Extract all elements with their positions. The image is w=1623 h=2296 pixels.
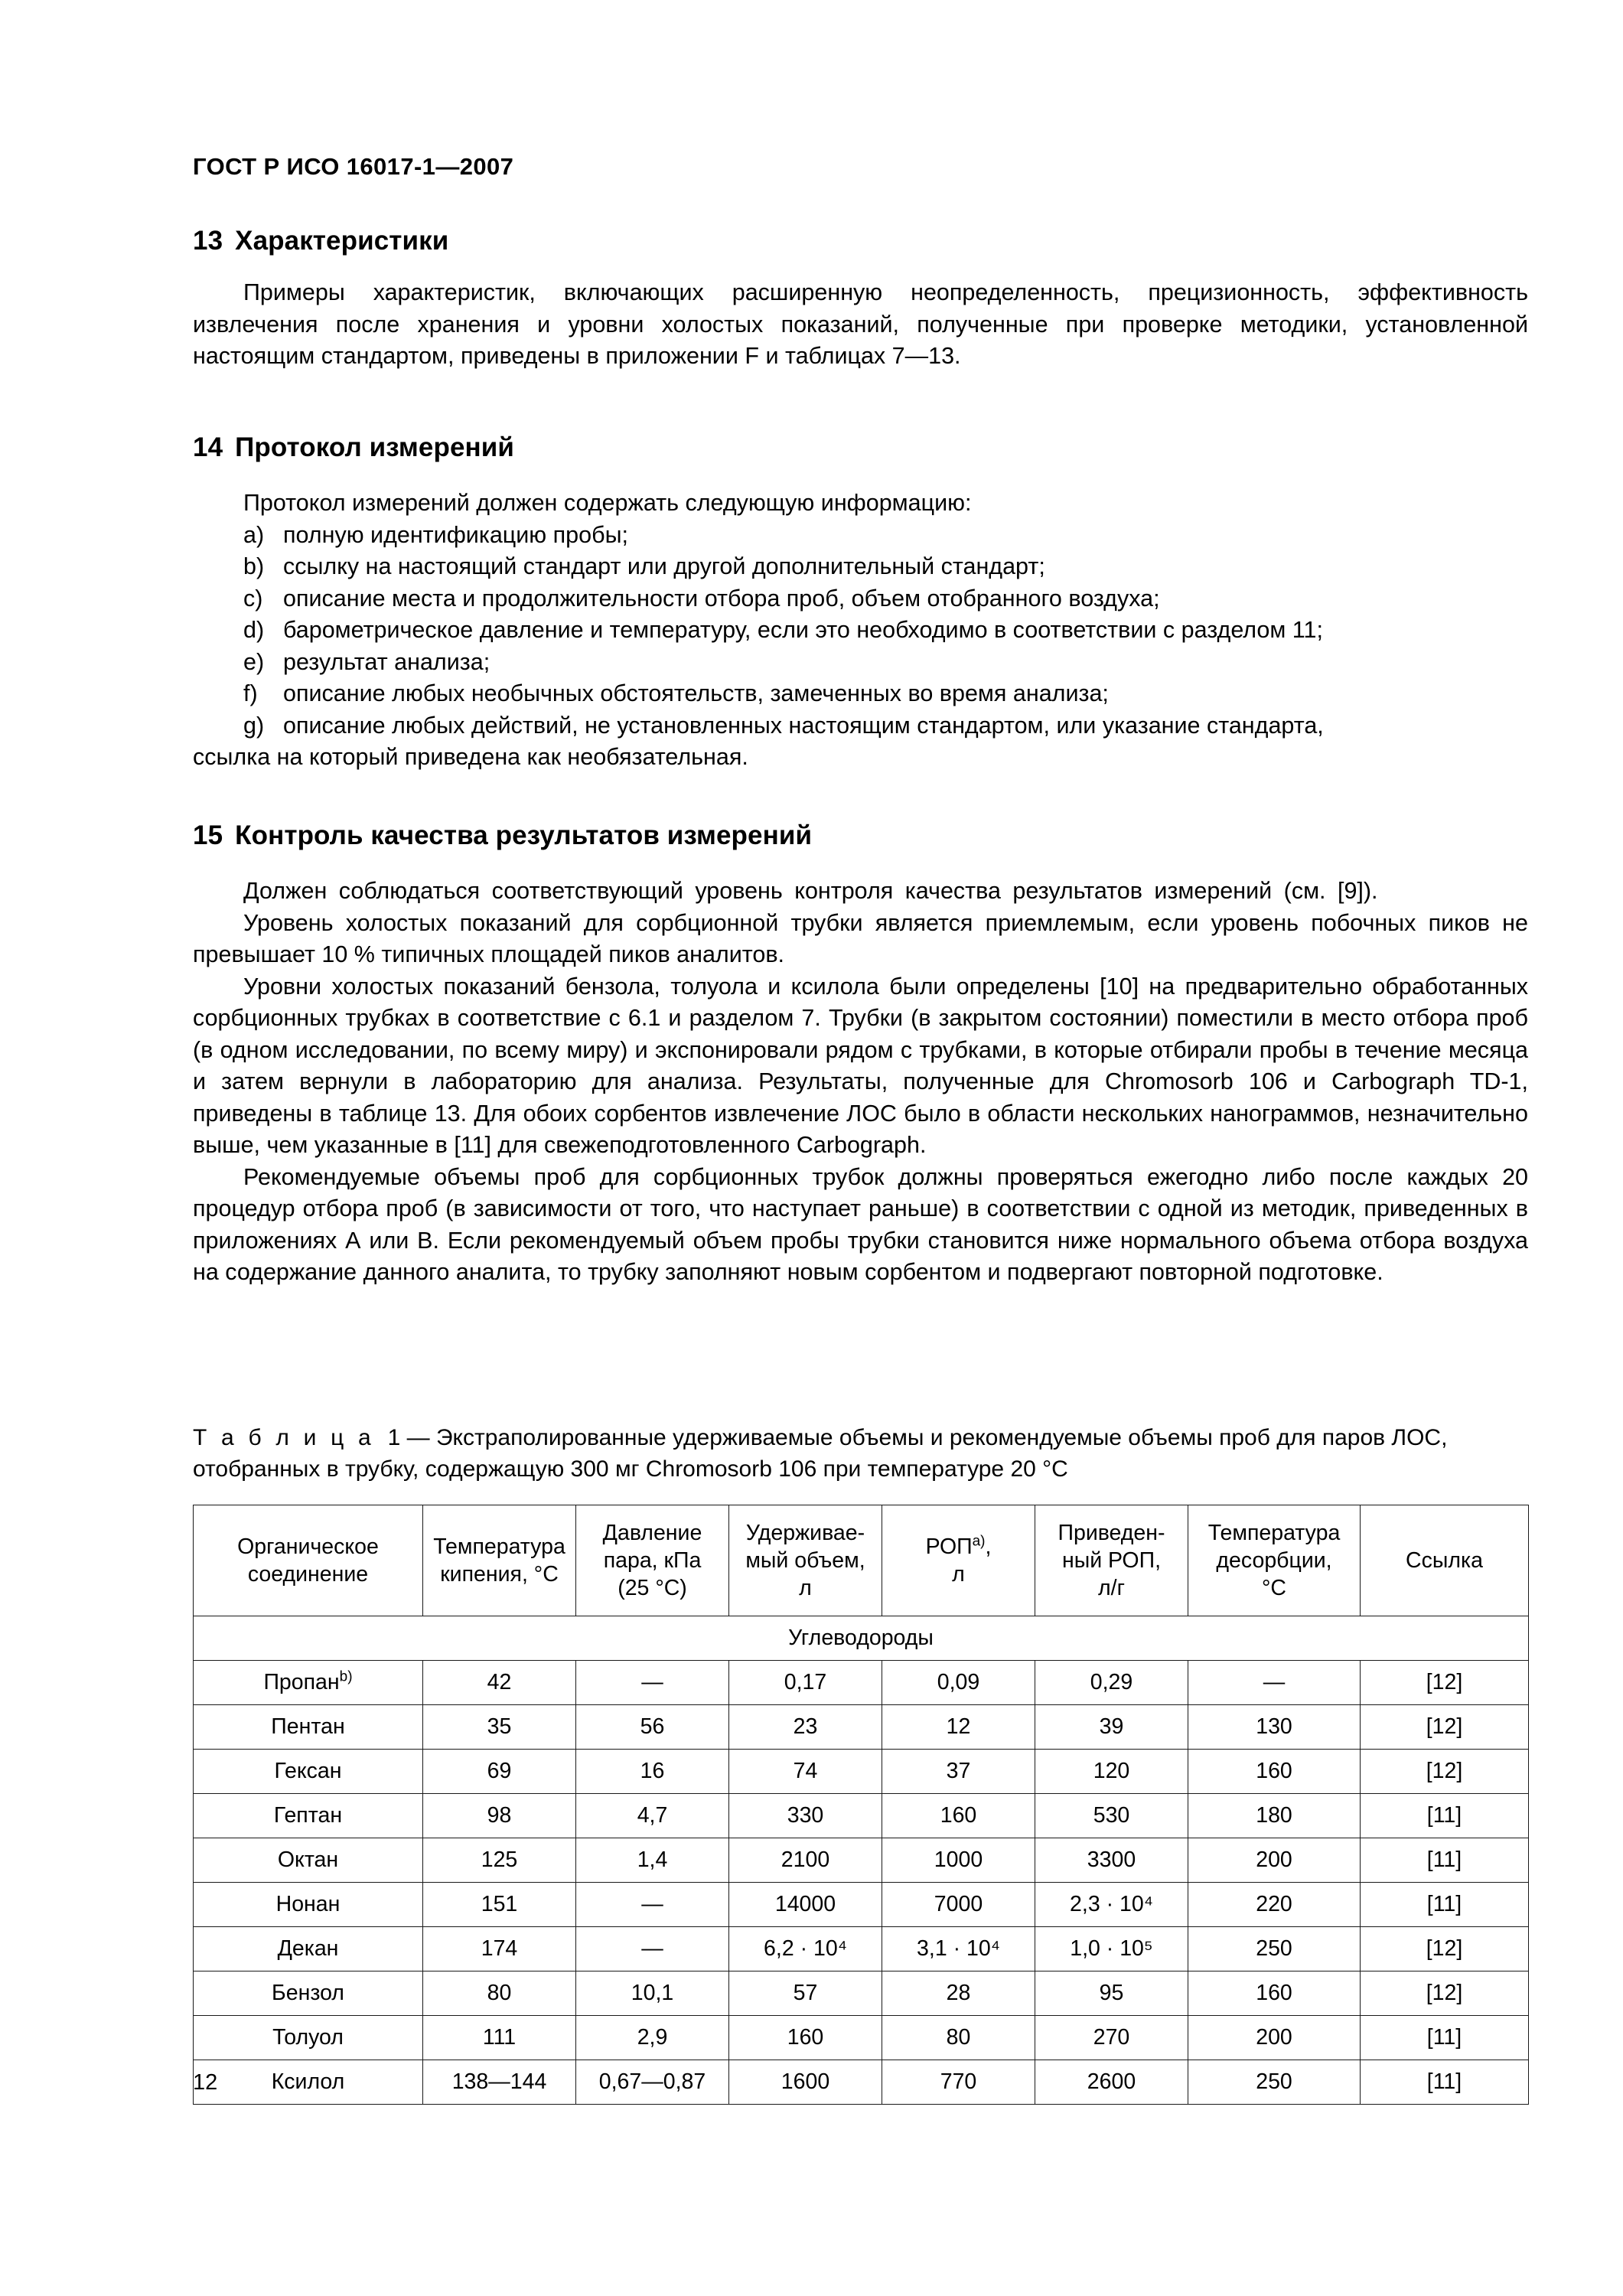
- cell-rop: 12: [882, 1705, 1035, 1750]
- cell-vapor: 10,1: [576, 1971, 729, 2016]
- table-caption-text: Экстраполированные удерживаемые объемы и рекомендуемые объемы проб для паров ЛОС, отобранных в трубку, содержащую 300 мг Chromosorb 106 при температуре 20 °C: [193, 1425, 1448, 1482]
- cell-compound: Пентан: [194, 1705, 423, 1750]
- column-header-rop: $РОП^{а)}$, л: [882, 1505, 1035, 1616]
- cell-desorb: 200: [1188, 1838, 1361, 1883]
- cell-boiling: 138—144: [423, 2060, 576, 2105]
- cell-rop: 160: [882, 1794, 1035, 1838]
- cell-retained: 23: [729, 1705, 882, 1750]
- page-number: 12: [193, 2070, 218, 2095]
- list-item-text: описание любых действий, не установленных настоящим стандартом, или указание стандарта,: [283, 712, 1324, 739]
- cell-boiling: 80: [423, 1971, 576, 2016]
- cell-retained: 74: [729, 1750, 882, 1794]
- cell-rop: 37: [882, 1750, 1035, 1794]
- cell-rop-norm: 530: [1035, 1794, 1188, 1838]
- section-13-title: Характеристики: [235, 226, 449, 256]
- cell-boiling: 111: [423, 2016, 576, 2060]
- table-row: [194, 1794, 1529, 1838]
- column-header-retained-volume: Удерживае- мый объем, л: [729, 1505, 882, 1616]
- cell-vapor: 4,7: [576, 1794, 729, 1838]
- column-header-boiling-point: Температура кипения, °С: [423, 1505, 576, 1616]
- cell-desorb: 250: [1188, 2060, 1361, 2105]
- list-item-label: f): [243, 680, 258, 706]
- section-13: [193, 226, 1528, 373]
- column-header-reference: Ссылка: [1361, 1505, 1529, 1616]
- cell-desorb: 200: [1188, 2016, 1361, 2060]
- list-item: [193, 520, 1528, 552]
- section-13-number: 13: [193, 226, 223, 256]
- cell-vapor: 1,4: [576, 1838, 729, 1883]
- column-header-desorption-temp: Температура десорбции, °С: [1188, 1505, 1361, 1616]
- table-row: [194, 1971, 1529, 2016]
- table-caption-dash: —: [406, 1425, 430, 1450]
- cell-ref: [11]: [1361, 1883, 1529, 1927]
- cell-compound: Гептан: [194, 1794, 423, 1838]
- cell-rop: 3,1 · 10⁴: [882, 1927, 1035, 1971]
- cell-ref: [12]: [1361, 1661, 1529, 1705]
- table-1-caption: [193, 1422, 1528, 1485]
- list-item: [193, 615, 1528, 647]
- cell-rop: 0,09: [882, 1661, 1035, 1705]
- cell-rop-norm: 0,29: [1035, 1661, 1188, 1705]
- list-item: [193, 647, 1528, 679]
- list-item-label: c): [243, 585, 263, 612]
- list-item-text: полную идентификацию пробы;: [283, 521, 628, 548]
- cell-rop: 770: [882, 2060, 1035, 2105]
- table-row: [194, 1927, 1529, 1971]
- table-row: [194, 1705, 1529, 1750]
- cell-vapor: 2,9: [576, 2016, 729, 2060]
- table-group-row: [194, 1616, 1529, 1661]
- cell-retained: 6,2 · 10⁴: [729, 1927, 882, 1971]
- cell-vapor: 0,67—0,87: [576, 2060, 729, 2105]
- list-item-label: e): [243, 648, 265, 675]
- section-15-paragraph-2: Уровень холостых показаний для сорбционной трубки является приемлемым, если уровень побочных пиков не превышает 10 % типичных площадей пиков аналитов.: [193, 909, 1528, 967]
- list-item: [193, 678, 1528, 710]
- cell-rop-norm: 270: [1035, 2016, 1188, 2060]
- cell-vapor: —: [576, 1883, 729, 1927]
- section-14: [193, 432, 1528, 774]
- table-header-row: [194, 1505, 1529, 1616]
- cell-retained: 330: [729, 1794, 882, 1838]
- cell-vapor: 56: [576, 1705, 729, 1750]
- cell-vapor: 16: [576, 1750, 729, 1794]
- cell-boiling: 125: [423, 1838, 576, 1883]
- cell-retained: 57: [729, 1971, 882, 2016]
- cell-rop: 7000: [882, 1883, 1035, 1927]
- cell-desorb: 160: [1188, 1750, 1361, 1794]
- cell-retained: 1600: [729, 2060, 882, 2105]
- cell-retained: 14000: [729, 1883, 882, 1927]
- cell-compound: Нонан: [194, 1883, 423, 1927]
- list-item-text: ссылку на настоящий стандарт или другой дополнительный стандарт;: [283, 553, 1045, 579]
- table-row: [194, 1661, 1529, 1705]
- cell-rop-norm: 2600: [1035, 2060, 1188, 2105]
- list-item: [193, 551, 1528, 583]
- list-item-label: a): [243, 521, 265, 548]
- table-1: [193, 1505, 1529, 2105]
- footnote-marker-a: а): [972, 1533, 986, 1550]
- table-row: [194, 1750, 1529, 1794]
- cell-vapor: —: [576, 1927, 729, 1971]
- cell-ref: [12]: [1361, 1971, 1529, 2016]
- cell-retained: 2100: [729, 1838, 882, 1883]
- cell-compound: Декан: [194, 1927, 423, 1971]
- cell-rop-norm: 3300: [1035, 1838, 1188, 1883]
- section-15-title: Контроль качества результатов измерений: [235, 820, 813, 850]
- cell-rop: 28: [882, 1971, 1035, 2016]
- table-row: [194, 1838, 1529, 1883]
- cell-ref: [11]: [1361, 1838, 1529, 1883]
- section-15: [193, 820, 1528, 1289]
- cell-rop-norm: 1,0 · 10⁵: [1035, 1927, 1188, 1971]
- cell-boiling: 69: [423, 1750, 576, 1794]
- list-item-text: результат анализа;: [283, 648, 490, 675]
- list-item-text: описание любых необычных обстоятельств, замеченных во время анализа;: [283, 680, 1109, 706]
- cell-rop: 1000: [882, 1838, 1035, 1883]
- column-header-compound: Органическое соединение: [194, 1505, 423, 1616]
- cell-ref: [12]: [1361, 1705, 1529, 1750]
- column-header-normalized-rop: Приведен- ный РОП, л/г: [1035, 1505, 1188, 1616]
- cell-compound: Октан: [194, 1838, 423, 1883]
- table-row: [194, 1883, 1529, 1927]
- cell-vapor: —: [576, 1661, 729, 1705]
- table-row: [194, 2060, 1529, 2105]
- cell-compound: Толуол: [194, 2016, 423, 2060]
- table-1-block: [193, 1422, 1528, 2105]
- section-13-heading: [193, 226, 1528, 256]
- column-header-vapor-pressure: Давление пара, кПа (25 °С): [576, 1505, 729, 1616]
- list-item-label: g): [243, 712, 265, 739]
- cell-desorb: 180: [1188, 1794, 1361, 1838]
- section-15-number: 15: [193, 820, 223, 850]
- cell-desorb: 130: [1188, 1705, 1361, 1750]
- list-item-label: d): [243, 617, 265, 643]
- cell-ref: [11]: [1361, 2016, 1529, 2060]
- cell-compound: Бензол: [194, 1971, 423, 2016]
- cell-boiling: 151: [423, 1883, 576, 1927]
- table-caption-number: 1: [387, 1425, 401, 1450]
- list-item-text: описание места и продолжительности отбора проб, объем отобранного воздуха;: [283, 585, 1160, 612]
- cell-rop: 80: [882, 2016, 1035, 2060]
- section-13-paragraph-1: Примеры характеристик, включающих расширенную неопределенность, прецизионность, эффективность извлечения после хранения и уровни холостых показаний, полученные при проверке методики, установленной настоящим стандартом, приведены в приложении F и таблицах 7—13.: [193, 279, 1528, 369]
- cell-rop-norm: 95: [1035, 1971, 1188, 2016]
- cell-rop-norm: 120: [1035, 1750, 1188, 1794]
- cell-retained: 160: [729, 2016, 882, 2060]
- running-header: ГОСТ Р ИСО 16017-1—2007: [193, 153, 514, 180]
- list-tail: ссылка на который приведена как необязательная.: [193, 744, 748, 770]
- cell-compound: Пропан$^{b)}$: [194, 1661, 423, 1705]
- section-15-paragraph-1: Должен соблюдаться соответствующий уровень контроля качества результатов измерений (см. [9]).: [243, 878, 1378, 904]
- cell-boiling: 98: [423, 1794, 576, 1838]
- cell-desorb: —: [1188, 1661, 1361, 1705]
- cell-rop-norm: 39: [1035, 1705, 1188, 1750]
- cell-ref: [11]: [1361, 2060, 1529, 2105]
- list-item: [193, 583, 1528, 615]
- cell-rop-norm: 2,3 · 10⁴: [1035, 1883, 1188, 1927]
- cell-ref: [12]: [1361, 1927, 1529, 1971]
- cell-boiling: 42: [423, 1661, 576, 1705]
- cell-compound: Гексан: [194, 1750, 423, 1794]
- cell-desorb: 160: [1188, 1971, 1361, 2016]
- section-14-number: 14: [193, 432, 223, 462]
- section-15-paragraph-4: Рекомендуемые объемы проб для сорбционных трубок должны проверяться ежегодно либо после каждых 20 процедур отбора проб (в зависимости от того, что наступает раньше) в соответствии с одной из методик, приведенных в приложениях А или В. Если рекомендуемый объем пробы трубки становится ниже нормального объема отбора воздуха на содержание данного аналита, то трубку заполняют новым сорбентом и подвергают повторной подготовке.: [193, 1163, 1528, 1285]
- list-item: [193, 710, 1528, 742]
- cell-ref: [12]: [1361, 1750, 1529, 1794]
- section-15-paragraph-3: Уровни холостых показаний бензола, толуола и ксилола были определены [10] на предварительно обработанных сорбционных трубках в соответствие с 6.1 и разделом 7. Трубки (в закрытом состоянии) поместили в место отбора проб (в одном исследовании, по всему миру) и экспонировали рядом с трубками, в которые отбирали пробы в течение месяца и затем вернули в лабораторию для анализа. Результаты, полученные для Chromosorb 106 и Carbograph TD-1, приведены в таблице 13. Для обоих сорбентов извлечение ЛОС было в области нескольких нанограммов, незначительно выше, чем указанные в [11] для свежеподготовленного Carbograph.: [193, 973, 1528, 1158]
- footnote-marker-b: b): [339, 1668, 353, 1685]
- cell-boiling: 35: [423, 1705, 576, 1750]
- list-item-label: b): [243, 553, 265, 579]
- section-15-heading: [193, 820, 1528, 851]
- list-item-text: барометрическое давление и температуру, если это необходимо в соответствии с разделом 11;: [283, 617, 1323, 643]
- table-row: [194, 2016, 1529, 2060]
- cell-desorb: 220: [1188, 1883, 1361, 1927]
- section-14-intro: Протокол измерений должен содержать следующую информацию:: [243, 490, 972, 516]
- cell-retained: 0,17: [729, 1661, 882, 1705]
- cell-desorb: 250: [1188, 1927, 1361, 1971]
- table-caption-label: Т а б л и ц а: [193, 1425, 375, 1450]
- section-14-title: Протокол измерений: [235, 432, 514, 462]
- cell-ref: [11]: [1361, 1794, 1529, 1838]
- group-label-hydrocarbons: Углеводороды: [194, 1616, 1529, 1661]
- cell-compound: Ксилол: [194, 2060, 423, 2105]
- cell-boiling: 174: [423, 1927, 576, 1971]
- section-14-heading: [193, 432, 1528, 463]
